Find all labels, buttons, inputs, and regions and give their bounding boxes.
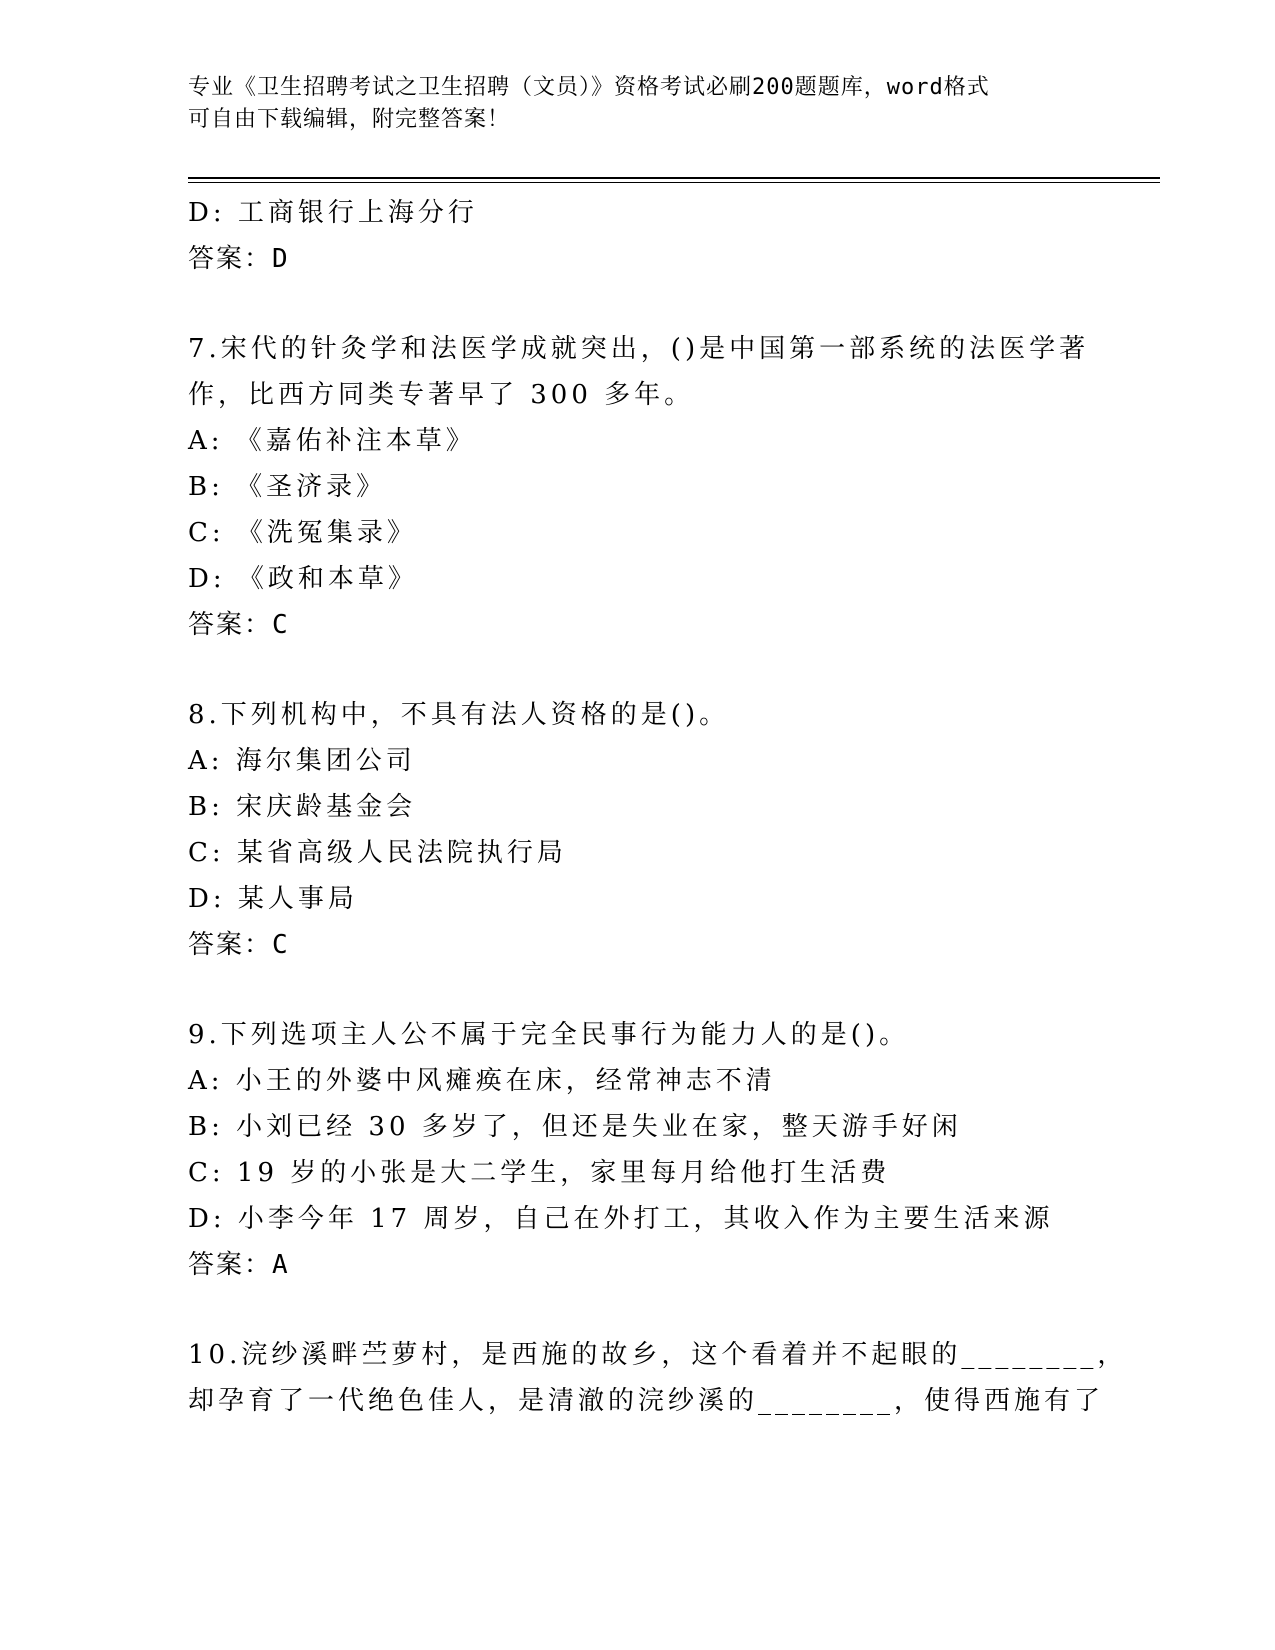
- question-10: [188, 1332, 1128, 1424]
- header-divider: [188, 177, 1160, 179]
- option-a: A: 小王的外婆中风瘫痪在床，经常神志不清: [188, 1066, 776, 1096]
- option-c: C: 《洗冤集录》: [188, 518, 417, 548]
- question-7: [188, 326, 1090, 648]
- header-line-2: 可自由下载编辑，附完整答案！: [188, 107, 511, 132]
- option-c: C: 某省高级人民法院执行局: [188, 838, 567, 868]
- header-line-1: 专业《卫生招聘考试之卫生招聘（文员）》资格考试必刷200题题库，word格式: [188, 75, 990, 100]
- question-list: [188, 190, 1128, 1424]
- answer: 答案：A: [188, 1250, 290, 1280]
- question-stem-line-2: 作，比西方同类专著早了 300 多年。: [188, 380, 695, 410]
- option-c: C: 19 岁的小张是大二学生，家里每月给他打生活费: [188, 1158, 891, 1188]
- option-b: B: 《圣济录》: [188, 472, 387, 502]
- option-d: D: 工商银行上海分行: [188, 198, 478, 228]
- option-b: B: 宋庆龄基金会: [188, 792, 417, 822]
- option-d: D: 某人事局: [188, 884, 358, 914]
- question-stem: 9.下列选项主人公不属于完全民事行为能力人的是()。: [188, 1020, 910, 1050]
- answer: 答案：C: [188, 930, 290, 960]
- option-b: B: 小刘已经 30 多岁了，但还是失业在家，整天游手好闲: [188, 1112, 962, 1142]
- question-stem-line-1: 7.宋代的针灸学和法医学成就突出，()是中国第一部系统的法医学著: [188, 334, 1090, 364]
- option-a: A: 《嘉佑补注本草》: [188, 426, 476, 456]
- question-9: [188, 1012, 1078, 1288]
- previous-question-tail: [188, 190, 1078, 282]
- question-8: [188, 692, 1078, 968]
- question-stem-line-1: 10.浣纱溪畔苎萝村，是西施的故乡，这个看着并不起眼的________，: [188, 1340, 1128, 1370]
- answer: 答案：D: [188, 244, 290, 274]
- header-divider-thin: [188, 182, 1160, 183]
- answer: 答案：C: [188, 610, 290, 640]
- question-stem-line-2: 却孕育了一代绝色佳人，是清澈的浣纱溪的________，使得西施有了: [188, 1386, 1105, 1416]
- option-d: D: 《政和本草》: [188, 564, 418, 594]
- question-stem: 8.下列机构中，不具有法人资格的是()。: [188, 700, 730, 730]
- document-header: [188, 72, 1088, 136]
- option-a: A: 海尔集团公司: [188, 746, 416, 776]
- option-d: D: 小李今年 17 周岁，自己在外打工，其收入作为主要生活来源: [188, 1204, 1054, 1234]
